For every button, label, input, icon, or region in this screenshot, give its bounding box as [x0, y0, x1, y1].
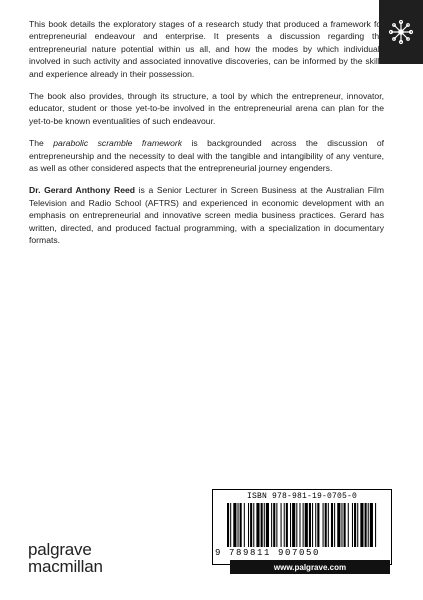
barcode-bar: [334, 503, 335, 547]
barcode-bar: [299, 503, 300, 547]
barcode-bar: [271, 503, 272, 547]
barcode-bar: [365, 503, 367, 547]
barcode-bar: [292, 503, 295, 547]
barcode-bar: [317, 503, 319, 547]
barcode-bar: [360, 503, 363, 547]
barcode-bar: [233, 503, 236, 547]
publisher-url: www.palgrave.com: [230, 560, 390, 574]
barcode-bar: [344, 503, 346, 547]
barcode-bar: [273, 503, 275, 547]
blurb-paragraph-1: This book details the exploratory stages of a research study that produced a framework for entrepreneurial endeavour and enterprise. It presents a discussion regarding the entrepreneurial nature potential within us all, and how the modes by which individuals involved in such activity and associated innovative discoveries, can be informed by the skills and experience already in their possession.: [29, 19, 384, 79]
barcode-bar: [312, 503, 313, 547]
blurb-paragraph-2: The book also provides, through its structure, a tool by which the entrepreneur, innovator, educator, student or those yet-to-be involved in the entrepreneurial arena can plan for the yet-to-be known eventualities of such endeavour.: [29, 91, 384, 126]
barcode-bar: [352, 503, 353, 547]
barcode-bar: [264, 503, 265, 547]
barcode-bar: [341, 503, 342, 547]
barcode-bar: [375, 503, 376, 547]
barcode-bar: [286, 503, 288, 547]
logo-line-1: palgrave: [28, 540, 92, 559]
barcode-bar: [244, 503, 245, 547]
barcode-bar: [248, 503, 249, 547]
barcode-bar: [266, 503, 269, 547]
barcode-bar: [370, 503, 373, 547]
barcode-bar: [357, 503, 358, 547]
blurb-paragraph-3: [29, 137, 384, 174]
barcode-bar: [325, 503, 327, 547]
barcode-bar: [331, 503, 333, 547]
p3-rest: is backgrounded across the discussion of entrepreneurship and the necessity to deal with the tangible and intangibility of any venture, as well as other considered aspects that the entrepreneurial journey engenders.: [29, 138, 384, 174]
logo-line-2: macmillan: [28, 557, 103, 576]
barcode-bar: [253, 503, 254, 547]
barcode-bar: [368, 503, 369, 547]
author-bio-text: is a Senior Lecturer in Screen Business at the Australian Film Television and Radio School (AFTRS) and experienced in economic development with an emphasis on entrepreneurial and innovative screen media business practices. Gerard has written, directed, and produced factual programming, with a specialization in documentary formats.: [29, 185, 384, 246]
barcode-box: [212, 489, 392, 565]
barcode-bar: [227, 503, 229, 547]
author-name: Dr. Gerard Anthony Reed: [29, 185, 136, 196]
blurb: [29, 18, 384, 257]
barcode-bar: [323, 503, 324, 547]
barcode-bar: [348, 503, 349, 547]
network-star-icon: [388, 19, 414, 45]
barcode-bar: [230, 503, 231, 547]
barcode-bar: [303, 503, 304, 547]
barcode-bar: [337, 503, 340, 547]
corner-logo-box: [379, 0, 423, 64]
barcode-bar: [240, 503, 242, 547]
barcode-bar: [296, 503, 297, 547]
barcode-bar: [256, 503, 259, 547]
barcode-bar: [328, 503, 329, 547]
barcode-bar: [290, 503, 291, 547]
framework-name: parabolic scramble framework: [53, 138, 183, 149]
ean-digits: 9 789811 907050: [215, 548, 321, 558]
barcode-bar: [315, 503, 316, 547]
barcode-bar: [261, 503, 263, 547]
barcode-bars: [227, 503, 377, 547]
barcode-bar: [284, 503, 285, 547]
barcode-bar: [238, 503, 239, 547]
barcode-bar: [281, 503, 282, 547]
barcode-bar: [250, 503, 252, 547]
barcode-bar: [276, 503, 277, 547]
p3-prefix: The: [29, 138, 54, 149]
barcode-bar: [354, 503, 356, 547]
barcode-bar: [305, 503, 308, 547]
barcode-bar: [309, 503, 311, 547]
author-bio: [29, 184, 384, 246]
isbn-label: ISBN 978-981-19-0705-0: [246, 492, 358, 501]
publisher-logo: [28, 541, 103, 575]
